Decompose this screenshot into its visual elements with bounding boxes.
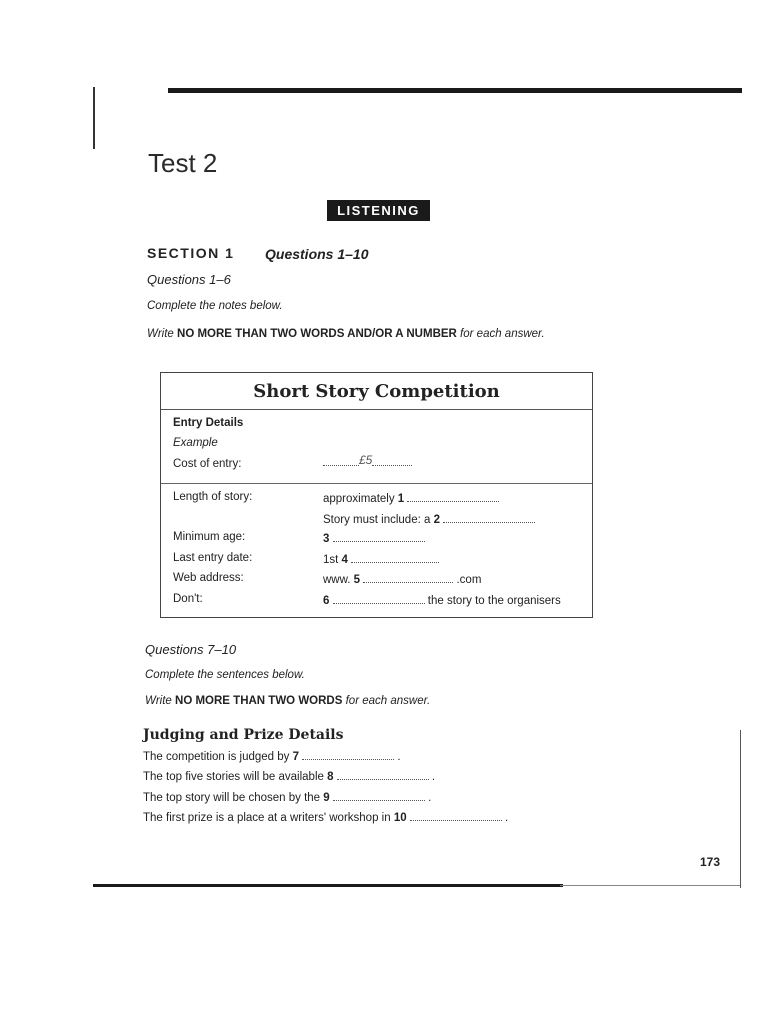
row-label: Length of story:	[173, 491, 253, 503]
row-text: .com	[453, 574, 482, 586]
section-label: SECTION 1	[147, 245, 235, 261]
cost-label: Cost of entry:	[173, 458, 242, 470]
row-text: 1st	[323, 554, 342, 566]
row-label: Minimum age:	[173, 531, 246, 543]
listening-badge: LISTENING	[327, 200, 430, 221]
box-divider	[161, 483, 592, 484]
sentence-text: .	[501, 812, 509, 824]
questions-1-6-heading: Questions 1–6	[147, 272, 231, 287]
answer-dots	[372, 456, 412, 466]
answer-blank-6[interactable]	[333, 594, 425, 604]
question-number: 1	[397, 493, 405, 505]
sentence-7	[143, 750, 401, 763]
questions-7-10-heading: Questions 7–10	[145, 642, 237, 657]
sentence-8	[143, 770, 435, 783]
question-number: 8	[327, 771, 334, 783]
answer-blank-9[interactable]	[333, 791, 425, 801]
sentence-text: The top five stories will be available	[143, 771, 328, 783]
row-text: the story to the organisers	[424, 595, 561, 607]
section-questions: Questions 1–10	[265, 246, 369, 262]
answer-blank-1[interactable]	[407, 492, 499, 502]
judging-heading: Judging and Prize Details	[143, 727, 344, 743]
instruction-word-limit-2	[145, 695, 430, 707]
sentence-text: .	[428, 771, 436, 783]
instruction-word-limit	[147, 328, 545, 340]
answer-blank-2[interactable]	[443, 513, 535, 523]
instruction-bold: NO MORE THAN TWO WORDS AND/OR A NUMBER	[177, 328, 457, 340]
answer-blank-5[interactable]	[363, 573, 453, 583]
question-number: 10	[393, 812, 407, 824]
example-label: Example	[173, 437, 218, 449]
sentence-text: The top story will be chosen by the	[143, 792, 324, 804]
answer-blank-8[interactable]	[337, 770, 429, 780]
instruction-text: for each answer.	[342, 695, 431, 707]
cost-value: £5	[359, 453, 373, 467]
question-number: 3	[323, 533, 330, 545]
entry-details-heading: Entry Details	[173, 417, 244, 429]
question-number: 2	[433, 514, 440, 526]
row-label: Don't:	[173, 593, 203, 605]
question-number: 4	[341, 554, 348, 566]
row-text: approximately	[323, 493, 398, 505]
sentence-text: .	[424, 792, 432, 804]
row-text: Story must include: a	[323, 514, 434, 526]
question-4-line	[323, 553, 439, 566]
answer-dots	[323, 456, 359, 466]
answer-blank-7[interactable]	[302, 750, 394, 760]
question-3-line	[323, 532, 425, 545]
instruction-bold: NO MORE THAN TWO WORDS	[175, 695, 343, 707]
row-label: Last entry date:	[173, 552, 253, 564]
question-6-line	[323, 594, 561, 607]
question-5-line	[323, 573, 481, 586]
sentence-text: The first prize is a place at a writers' workshop in	[143, 812, 394, 824]
notes-title: Short Story Competition	[161, 373, 592, 410]
instruction-complete-notes: Complete the notes below.	[147, 300, 283, 312]
cost-answer	[323, 455, 412, 469]
bottom-rule-thin	[560, 885, 740, 886]
instruction-text: for each answer.	[456, 328, 545, 340]
margin-tick-right	[740, 730, 741, 888]
page-title: Test 2	[148, 148, 218, 178]
question-number: 7	[292, 751, 299, 763]
sentence-text: The competition is judged by	[143, 751, 293, 763]
instruction-text: Write	[145, 695, 176, 707]
sentence-9	[143, 791, 431, 804]
sentence-10	[143, 811, 508, 824]
question-number: 6	[323, 595, 330, 607]
instruction-text: Write	[147, 328, 178, 340]
row-text: www.	[323, 574, 354, 586]
answer-blank-3[interactable]	[333, 532, 425, 542]
notes-box	[160, 372, 593, 618]
bottom-rule	[93, 884, 563, 887]
answer-blank-4[interactable]	[351, 553, 439, 563]
question-number: 5	[353, 574, 361, 586]
top-rule	[168, 88, 742, 93]
instruction-complete-sentences: Complete the sentences below.	[145, 669, 305, 681]
question-2-line	[323, 513, 535, 526]
answer-blank-10[interactable]	[410, 811, 502, 821]
margin-tick	[93, 87, 95, 149]
page-number: 173	[700, 855, 721, 869]
question-1-line	[323, 492, 499, 505]
sentence-text: .	[394, 751, 401, 763]
row-label: Web address:	[173, 572, 244, 584]
question-number: 9	[323, 792, 330, 804]
